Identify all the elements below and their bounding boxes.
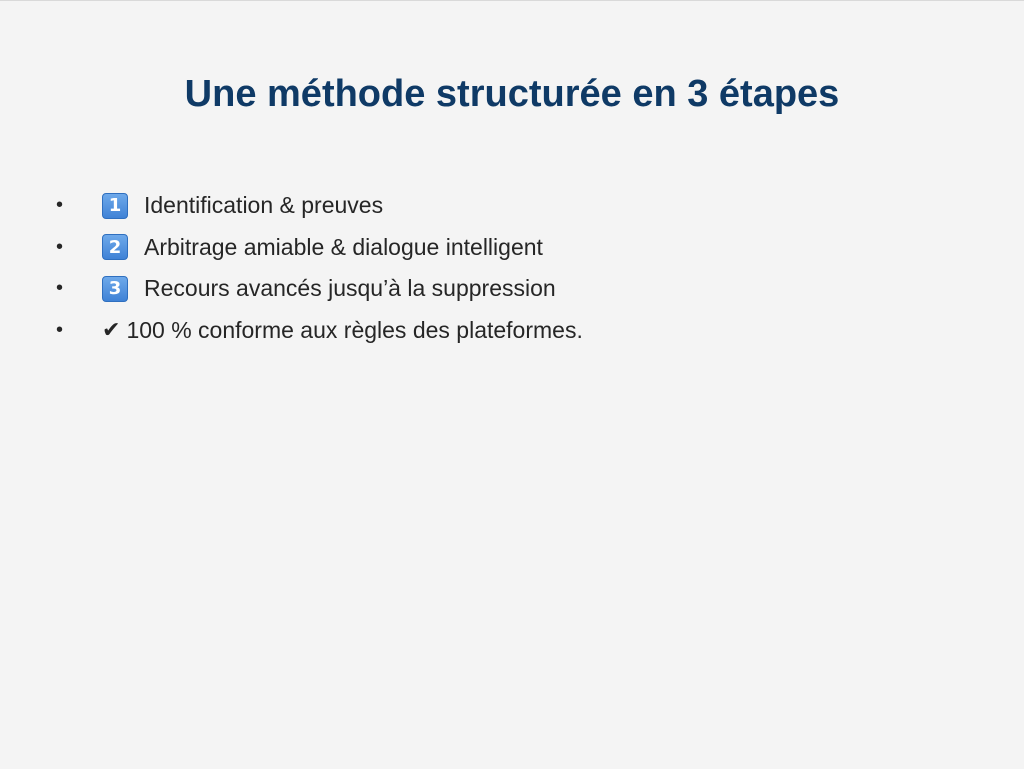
bullet-item-1 [56, 185, 583, 227]
bullet-item-4 [56, 310, 583, 352]
bullet-list [56, 185, 583, 351]
bullet-dot: • [56, 235, 64, 258]
check-mark-icon: ✔ [102, 317, 121, 343]
bullet-item-2 [56, 227, 583, 269]
bullet-text: Identification & preuves [144, 192, 384, 219]
keycap-2-icon: 2 [102, 234, 128, 260]
bullet-text: 100 % conforme aux règles des plateformes. [126, 316, 583, 343]
bullet-dot: • [56, 277, 64, 300]
keycap-1-icon: 1 [102, 193, 128, 219]
bullet-item-3 [56, 268, 583, 310]
bullet-text: Arbitrage amiable & dialogue intelligent [144, 233, 543, 260]
bullet-dot: • [56, 194, 64, 217]
bullet-text: Recours avancés jusqu’à la suppression [144, 275, 556, 302]
bullet-dot: • [56, 318, 64, 341]
slide-title: Une méthode structurée en 3 étapes [184, 73, 840, 115]
keycap-3-icon: 3 [102, 276, 128, 302]
